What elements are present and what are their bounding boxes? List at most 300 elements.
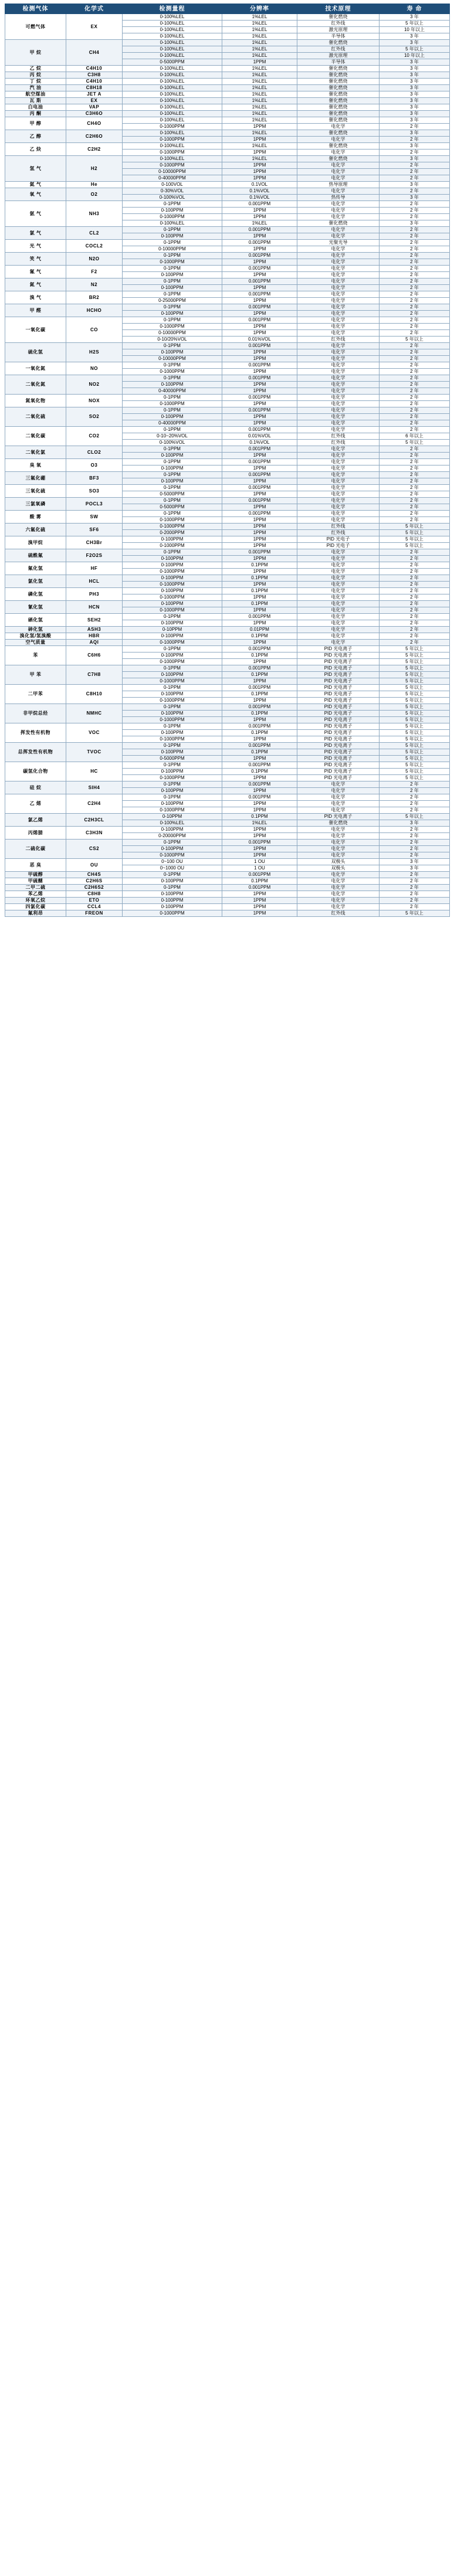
cell-technology: 电化学 xyxy=(297,169,380,175)
table-row xyxy=(5,188,450,195)
table-row xyxy=(5,278,450,285)
cell-lifetime: 2 年 xyxy=(380,898,450,904)
cell-lifetime: 5 年以上 xyxy=(380,685,450,691)
cell-lifetime: 2 年 xyxy=(380,465,450,472)
cell-chemical-formula: EX xyxy=(66,98,123,104)
cell-lifetime: 5 年以上 xyxy=(380,21,450,27)
cell-lifetime: 2 年 xyxy=(380,582,450,588)
cell-lifetime: 3 年 xyxy=(380,14,450,21)
cell-lifetime: 2 年 xyxy=(380,827,450,833)
cell-resolution: 1PPM xyxy=(222,330,297,337)
cell-gas-name: 丙烯腈 xyxy=(5,827,66,840)
table-row xyxy=(5,91,450,98)
cell-lifetime: 2 年 xyxy=(380,233,450,240)
cell-resolution: 1PPM xyxy=(222,833,297,840)
cell-technology: 电化学 xyxy=(297,188,380,195)
cell-lifetime: 6 年以上 xyxy=(380,433,450,440)
cell-chemical-formula: C2H4 xyxy=(66,794,123,814)
table-row xyxy=(5,85,450,91)
cell-lifetime: 2 年 xyxy=(380,840,450,846)
cell-lifetime: 3 年 xyxy=(380,182,450,188)
cell-measuring-range: 0-1PPM xyxy=(123,614,222,620)
cell-measuring-range: 0-1PPM xyxy=(123,343,222,349)
cell-gas-name: 苯 xyxy=(5,646,66,665)
cell-technology: PID 光电离子 xyxy=(297,678,380,685)
cell-gas-name: 总挥发性有机物 xyxy=(5,743,66,762)
cell-chemical-formula: C3H3N xyxy=(66,827,123,840)
cell-resolution: 0.001PPM xyxy=(222,266,297,272)
cell-gas-name: 氯化氢 xyxy=(5,575,66,588)
cell-lifetime: 2 年 xyxy=(380,298,450,304)
cell-measuring-range: 0-1000PPM xyxy=(123,369,222,375)
cell-measuring-range: 0-100PPM xyxy=(123,588,222,594)
table-row xyxy=(5,498,450,504)
cell-lifetime: 2 年 xyxy=(380,614,450,620)
cell-gas-name: 恶 臭 xyxy=(5,859,66,872)
cell-technology: 电化学 xyxy=(297,846,380,852)
cell-gas-name: 汽 油 xyxy=(5,85,66,91)
table-row xyxy=(5,407,450,414)
cell-resolution: 1PPM xyxy=(222,898,297,904)
cell-technology: PID 光电离子 xyxy=(297,665,380,672)
cell-resolution: 1PPM xyxy=(222,807,297,814)
cell-technology: 电化学 xyxy=(297,311,380,317)
cell-measuring-range: 0-1PPM xyxy=(123,407,222,414)
cell-measuring-range: 0-100PPM xyxy=(123,788,222,794)
cell-lifetime: 2 年 xyxy=(380,214,450,220)
cell-technology: PID 光电离子 xyxy=(297,756,380,762)
cell-chemical-formula: CO2 xyxy=(66,427,123,446)
cell-measuring-range: 0-100%LEL xyxy=(123,27,222,33)
table-row xyxy=(5,130,450,137)
cell-technology: 电化学 xyxy=(297,478,380,485)
cell-lifetime: 2 年 xyxy=(380,175,450,182)
cell-lifetime: 2 年 xyxy=(380,324,450,330)
cell-chemical-formula: C6H6 xyxy=(66,646,123,665)
cell-measuring-range: 0-100PPM xyxy=(123,349,222,356)
cell-lifetime: 2 年 xyxy=(380,375,450,382)
cell-measuring-range: 0-100PPM xyxy=(123,711,222,717)
cell-lifetime: 2 年 xyxy=(380,549,450,556)
cell-lifetime: 2 年 xyxy=(380,485,450,491)
cell-measuring-range: 0-1PPM xyxy=(123,472,222,478)
cell-gas-name: 氰化氢 xyxy=(5,601,66,614)
cell-resolution: 1PPM xyxy=(222,420,297,427)
cell-measuring-range: 0-1PPM xyxy=(123,685,222,691)
cell-technology: 电化学 xyxy=(297,491,380,498)
cell-technology: 电化学 xyxy=(297,781,380,788)
cell-lifetime: 2 年 xyxy=(380,588,450,594)
cell-gas-name: 乙 烷 xyxy=(5,66,66,72)
table-row xyxy=(5,878,450,885)
cell-technology: 电化学 xyxy=(297,246,380,253)
cell-technology: PID 光电离子 xyxy=(297,814,380,820)
cell-chemical-formula: C2H2 xyxy=(66,143,123,156)
cell-gas-name: 三氯氧磷 xyxy=(5,498,66,511)
cell-lifetime: 2 年 xyxy=(380,311,450,317)
cell-technology: 催化燃烧 xyxy=(297,130,380,137)
cell-chemical-formula: HC xyxy=(66,762,123,781)
table-row xyxy=(5,182,450,188)
cell-measuring-range: 0-1PPM xyxy=(123,498,222,504)
cell-gas-name: 二甲苯 xyxy=(5,685,66,704)
cell-measuring-range: 0-1000PPM xyxy=(123,594,222,601)
cell-measuring-range: 0-1000PPM xyxy=(123,543,222,549)
cell-gas-name: 氧 气 xyxy=(5,188,66,201)
cell-lifetime: 2 年 xyxy=(380,272,450,278)
cell-measuring-range: 0-100%LEL xyxy=(123,91,222,98)
cell-lifetime: 2 年 xyxy=(380,304,450,311)
table-row xyxy=(5,485,450,491)
cell-measuring-range: 0-100%LEL xyxy=(123,104,222,111)
cell-technology: 催化燃烧 xyxy=(297,72,380,79)
cell-lifetime: 2 年 xyxy=(380,401,450,407)
cell-measuring-range: 0-100PPM xyxy=(123,653,222,659)
cell-lifetime: 5 年以上 xyxy=(380,723,450,730)
cell-lifetime: 5 年以上 xyxy=(380,711,450,717)
cell-resolution: 0.001PPM xyxy=(222,446,297,453)
cell-technology: PID 光电离子 xyxy=(297,775,380,781)
cell-measuring-range: 0-1PPM xyxy=(123,266,222,272)
cell-chemical-formula: C8H10 xyxy=(66,685,123,704)
cell-technology: 电化学 xyxy=(297,620,380,627)
cell-resolution: 0.1PPM xyxy=(222,562,297,569)
cell-technology: PID 光电离子 xyxy=(297,698,380,704)
cell-resolution: 1PPM xyxy=(222,556,297,562)
cell-gas-name: 氟 气 xyxy=(5,266,66,278)
cell-resolution: 0.001PPM xyxy=(222,407,297,414)
cell-lifetime: 2 年 xyxy=(380,266,450,272)
cell-chemical-formula: VOC xyxy=(66,723,123,743)
cell-measuring-range: 0-10~20%VOL xyxy=(123,433,222,440)
cell-technology: 电化学 xyxy=(297,266,380,272)
table-row xyxy=(5,827,450,833)
cell-measuring-range: 0-1PPM xyxy=(123,427,222,433)
cell-technology: PID 光电离子 xyxy=(297,672,380,678)
cell-gas-name: 氟利昂 xyxy=(5,910,66,917)
cell-resolution: 0.001PPM xyxy=(222,743,297,749)
cell-resolution: 1PPM xyxy=(222,640,297,646)
cell-measuring-range: 0-1000PPM xyxy=(123,775,222,781)
cell-measuring-range: 0-100%LEL xyxy=(123,53,222,59)
cell-technology: 催化燃烧 xyxy=(297,117,380,124)
cell-technology: 催化燃烧 xyxy=(297,14,380,21)
cell-chemical-formula: NO xyxy=(66,362,123,375)
cell-gas-name: 环氧乙烷 xyxy=(5,898,66,904)
cell-resolution: 1%LEL xyxy=(222,220,297,227)
cell-measuring-range: 0-100%LEL xyxy=(123,117,222,124)
cell-technology: 电化学 xyxy=(297,272,380,278)
cell-resolution: 1%LEL xyxy=(222,85,297,91)
table-row xyxy=(5,427,450,433)
table-row xyxy=(5,143,450,149)
cell-chemical-formula: N2 xyxy=(66,278,123,291)
cell-lifetime: 2 年 xyxy=(380,904,450,910)
cell-lifetime: 5 年以上 xyxy=(380,769,450,775)
cell-technology: PID 光电离子 xyxy=(297,736,380,743)
table-row xyxy=(5,524,450,530)
table-row xyxy=(5,685,450,691)
cell-resolution: 1PPM xyxy=(222,208,297,214)
cell-gas-name: 四氯化碳 xyxy=(5,904,66,910)
cell-technology: 电化学 xyxy=(297,498,380,504)
cell-resolution: 0.1%VOL xyxy=(222,188,297,195)
table-row xyxy=(5,601,450,607)
table-row xyxy=(5,343,450,349)
cell-technology: 电化学 xyxy=(297,208,380,214)
cell-resolution: 0.001PPM xyxy=(222,840,297,846)
cell-measuring-range: 0-1PPM xyxy=(123,446,222,453)
cell-technology: 电化学 xyxy=(297,401,380,407)
cell-lifetime: 2 年 xyxy=(380,569,450,575)
cell-lifetime: 3 年 xyxy=(380,85,450,91)
cell-gas-name: 氯乙烯 xyxy=(5,814,66,827)
cell-resolution: 1PPM xyxy=(222,717,297,723)
cell-resolution: 1PPM xyxy=(222,569,297,575)
cell-lifetime: 3 年 xyxy=(380,91,450,98)
cell-lifetime: 3 年 xyxy=(380,79,450,85)
cell-chemical-formula: C2H6S xyxy=(66,878,123,885)
cell-technology: 电化学 xyxy=(297,485,380,491)
cell-technology: 催化燃烧 xyxy=(297,85,380,91)
cell-technology: 催化燃烧 xyxy=(297,66,380,72)
cell-resolution: 0.1PPM xyxy=(222,633,297,640)
cell-lifetime: 2 年 xyxy=(380,640,450,646)
cell-lifetime: 2 年 xyxy=(380,188,450,195)
cell-resolution: 0.1PPM xyxy=(222,601,297,607)
table-row xyxy=(5,266,450,272)
cell-measuring-range: 0-100PPM xyxy=(123,904,222,910)
cell-lifetime: 2 年 xyxy=(380,291,450,298)
cell-resolution: 1PPM xyxy=(222,298,297,304)
cell-lifetime: 5 年以上 xyxy=(380,678,450,685)
cell-measuring-range: 0~1000 OU xyxy=(123,865,222,872)
cell-technology: PID 光电子 xyxy=(297,543,380,549)
cell-chemical-formula: JET A xyxy=(66,91,123,98)
table-row xyxy=(5,156,450,162)
cell-resolution: 0.1PPM xyxy=(222,653,297,659)
cell-gas-name: 氦 气 xyxy=(5,182,66,188)
cell-lifetime: 2 年 xyxy=(380,137,450,143)
table-row xyxy=(5,472,450,478)
cell-technology: 电化学 xyxy=(297,446,380,453)
cell-technology: 电化学 xyxy=(297,304,380,311)
cell-measuring-range: 0-100%VOL xyxy=(123,195,222,201)
cell-gas-name: 乙 烯 xyxy=(5,794,66,814)
table-row xyxy=(5,375,450,382)
cell-lifetime: 5 年以上 xyxy=(380,704,450,711)
table-row xyxy=(5,304,450,311)
cell-resolution: 1PPM xyxy=(222,678,297,685)
cell-resolution: 0.01%VOL xyxy=(222,433,297,440)
cell-technology: PID 光电离子 xyxy=(297,711,380,717)
cell-resolution: 1PPM xyxy=(222,756,297,762)
cell-measuring-range: 0-20000PPM xyxy=(123,833,222,840)
cell-measuring-range: 0-1000PPM xyxy=(123,137,222,143)
cell-resolution: 1PPM xyxy=(222,465,297,472)
cell-technology: 红外线 xyxy=(297,530,380,536)
cell-technology: PID 光电离子 xyxy=(297,691,380,698)
cell-resolution: 0.001PPM xyxy=(222,885,297,891)
cell-resolution: 1PPM xyxy=(222,162,297,169)
cell-chemical-formula: F2O2S xyxy=(66,549,123,562)
cell-measuring-range: 0-1000PPM xyxy=(123,910,222,917)
cell-technology: 电化学 xyxy=(297,162,380,169)
cell-resolution: 1%LEL xyxy=(222,46,297,53)
cell-lifetime: 2 年 xyxy=(380,801,450,807)
cell-technology: 催化燃烧 xyxy=(297,104,380,111)
cell-technology: 电化学 xyxy=(297,807,380,814)
cell-technology: 催化燃烧 xyxy=(297,820,380,827)
cell-gas-name: 光 气 xyxy=(5,240,66,253)
cell-technology: 电化学 xyxy=(297,549,380,556)
cell-measuring-range: 0-100PPM xyxy=(123,453,222,459)
cell-measuring-range: 0-1PPM xyxy=(123,317,222,324)
cell-measuring-range: 0-1PPM xyxy=(123,872,222,878)
cell-chemical-formula: AQI xyxy=(66,640,123,646)
cell-resolution: 1PPM xyxy=(222,491,297,498)
cell-gas-name: 臭 氧 xyxy=(5,459,66,472)
cell-chemical-formula: CS2 xyxy=(66,840,123,859)
cell-measuring-range: 0-1PPM xyxy=(123,395,222,401)
cell-lifetime: 2 年 xyxy=(380,395,450,401)
cell-technology: 电化学 xyxy=(297,427,380,433)
cell-measuring-range: 0-100%LEL xyxy=(123,79,222,85)
cell-resolution: 0.001PPM xyxy=(222,304,297,311)
cell-technology: PID 光电离子 xyxy=(297,685,380,691)
cell-technology: 电化学 xyxy=(297,227,380,233)
cell-resolution: 0.001PPM xyxy=(222,253,297,259)
cell-resolution: 1PPM xyxy=(222,478,297,485)
cell-chemical-formula: H2 xyxy=(66,156,123,182)
table-row xyxy=(5,633,450,640)
cell-measuring-range: 0-100PPM xyxy=(123,233,222,240)
table-row xyxy=(5,575,450,582)
cell-lifetime: 5 年以上 xyxy=(380,756,450,762)
cell-lifetime: 3 年 xyxy=(380,865,450,872)
table-row xyxy=(5,446,450,453)
cell-lifetime: 2 年 xyxy=(380,427,450,433)
table-row xyxy=(5,459,450,465)
cell-gas-name: 氟化氢 xyxy=(5,562,66,575)
cell-chemical-formula: O2 xyxy=(66,188,123,201)
cell-measuring-range: 0-30%VOL xyxy=(123,188,222,195)
cell-resolution: 0.001PPM xyxy=(222,240,297,246)
cell-chemical-formula: SW xyxy=(66,511,123,524)
cell-measuring-range: 0-100PPM xyxy=(123,601,222,607)
cell-lifetime: 5 年以上 xyxy=(380,46,450,53)
cell-measuring-range: 0-100VOL xyxy=(123,182,222,188)
cell-lifetime: 3 年 xyxy=(380,143,450,149)
table-row xyxy=(5,253,450,259)
cell-resolution: 1%LEL xyxy=(222,117,297,124)
cell-lifetime: 2 年 xyxy=(380,356,450,362)
cell-measuring-range: 0-5000PPM xyxy=(123,756,222,762)
cell-lifetime: 5 年以上 xyxy=(380,775,450,781)
cell-measuring-range: 0-100PPM xyxy=(123,620,222,627)
cell-technology: 红外线 xyxy=(297,46,380,53)
cell-resolution: 0.001PPM xyxy=(222,762,297,769)
cell-gas-name: 白电油 xyxy=(5,104,66,111)
cell-resolution: 1PPM xyxy=(222,582,297,588)
cell-measuring-range: 0-5000PPM xyxy=(123,504,222,511)
cell-chemical-formula: NOX xyxy=(66,395,123,407)
cell-lifetime: 5 年以上 xyxy=(380,543,450,549)
cell-measuring-range: 0-1000PPM xyxy=(123,214,222,220)
cell-measuring-range: 0-1000PPM xyxy=(123,259,222,266)
cell-technology: 电化学 xyxy=(297,633,380,640)
cell-gas-name: 苯乙烯 xyxy=(5,891,66,898)
cell-measuring-range: 0-100PPM xyxy=(123,272,222,278)
cell-resolution: 1%LEL xyxy=(222,98,297,104)
cell-measuring-range: 0-100%LEL xyxy=(123,130,222,137)
cell-resolution: 0.1PPM xyxy=(222,575,297,582)
cell-resolution: 0.001PPM xyxy=(222,614,297,620)
cell-technology: 电化学 xyxy=(297,278,380,285)
cell-chemical-formula: CH4S xyxy=(66,872,123,878)
cell-technology: PID 光电离子 xyxy=(297,723,380,730)
cell-resolution: 0.1%VOL xyxy=(222,195,297,201)
table-row xyxy=(5,240,450,246)
cell-resolution: 1%LEL xyxy=(222,40,297,46)
cell-resolution: 0.001PPM xyxy=(222,375,297,382)
cell-resolution: 1PPM xyxy=(222,137,297,143)
cell-measuring-range: 0-1000PPM xyxy=(123,124,222,130)
cell-lifetime: 3 年 xyxy=(380,104,450,111)
cell-lifetime: 2 年 xyxy=(380,382,450,388)
cell-resolution: 1PPM xyxy=(222,324,297,330)
cell-gas-name: 氯 气 xyxy=(5,227,66,240)
cell-measuring-range: 0-100PPM xyxy=(123,891,222,898)
cell-chemical-formula: COCL2 xyxy=(66,240,123,253)
cell-resolution: 1PPM xyxy=(222,846,297,852)
cell-resolution: 1PPM xyxy=(222,788,297,794)
cell-resolution: 1PPM xyxy=(222,453,297,459)
cell-measuring-range: 0-1PPM xyxy=(123,362,222,369)
cell-resolution: 1 OU xyxy=(222,859,297,865)
cell-gas-name: 三氟化硼 xyxy=(5,472,66,485)
cell-resolution: 0.1PPM xyxy=(222,730,297,736)
cell-technology: 电化学 xyxy=(297,517,380,524)
cell-technology: 电化学 xyxy=(297,324,380,330)
cell-gas-name: 硅 烷 xyxy=(5,781,66,794)
cell-technology: PID 光电离子 xyxy=(297,730,380,736)
cell-resolution: 1PPM xyxy=(222,149,297,156)
cell-lifetime: 2 年 xyxy=(380,562,450,569)
column-header-lifetime: 寿 命 xyxy=(380,4,450,14)
cell-technology: 红外线 xyxy=(297,21,380,27)
cell-technology: 催化燃烧 xyxy=(297,156,380,162)
cell-chemical-formula: CCL4 xyxy=(66,904,123,910)
cell-resolution: 0.1PPM xyxy=(222,691,297,698)
cell-technology: 电化学 xyxy=(297,472,380,478)
cell-chemical-formula: C7H8 xyxy=(66,665,123,685)
cell-technology: 电化学 xyxy=(297,904,380,910)
cell-resolution: 1PPM xyxy=(222,530,297,536)
cell-technology: 半导体 xyxy=(297,59,380,66)
cell-lifetime: 2 年 xyxy=(380,259,450,266)
cell-measuring-range: 0-1PPM xyxy=(123,511,222,517)
cell-measuring-range: 0-5000PPM xyxy=(123,491,222,498)
cell-measuring-range: 0-10000PPM xyxy=(123,169,222,175)
cell-resolution: 0.001PPM xyxy=(222,549,297,556)
cell-technology: PID 光电离子 xyxy=(297,704,380,711)
cell-technology: 电化学 xyxy=(297,369,380,375)
cell-gas-name: 二氧化碳 xyxy=(5,427,66,446)
cell-technology: 电化学 xyxy=(297,388,380,395)
cell-gas-name: 溴甲烷 xyxy=(5,536,66,549)
cell-resolution: 1PPM xyxy=(222,414,297,420)
